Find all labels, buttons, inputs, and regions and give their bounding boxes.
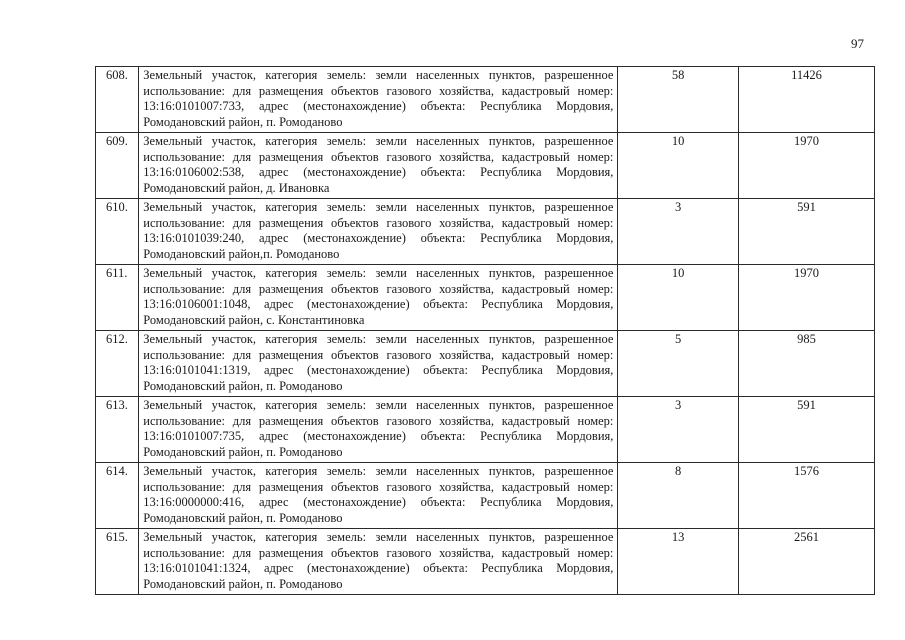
table-row: [96, 67, 875, 133]
table-row: [96, 529, 875, 595]
table-row: [96, 331, 875, 397]
row-amount: 1576: [738, 463, 874, 529]
row-quantity: 10: [618, 265, 739, 331]
row-number: 615.: [96, 529, 139, 595]
row-quantity: 8: [618, 463, 739, 529]
row-quantity: 5: [618, 331, 739, 397]
row-quantity: 58: [618, 67, 739, 133]
row-amount: 11426: [738, 67, 874, 133]
row-quantity: 13: [618, 529, 739, 595]
table-row: [96, 397, 875, 463]
row-quantity: 3: [618, 199, 739, 265]
row-amount: 591: [738, 199, 874, 265]
row-number: 614.: [96, 463, 139, 529]
row-description: Земельный участок, категория земель: земли населенных пунктов, разрешенное использование: для размещения объектов газового хозяйства, кадастровый номер: 13:16:0106001:1048, адрес (местонахождение) объекта: Республика Мордовия, Ромодановский район, с. Константиновка: [139, 265, 618, 331]
page-number: 97: [851, 36, 864, 51]
row-amount: 2561: [738, 529, 874, 595]
row-number: 612.: [96, 331, 139, 397]
row-number: 610.: [96, 199, 139, 265]
property-table: [95, 66, 875, 595]
row-description: Земельный участок, категория земель: земли населенных пунктов, разрешенное использование: для размещения объектов газового хозяйства, кадастровый номер: 13:16:0101007:735, адрес (местонахождение) объекта: Республика Мордовия, Ромодановский район, п. Ромоданово: [139, 397, 618, 463]
row-quantity: 3: [618, 397, 739, 463]
row-description: Земельный участок, категория земель: земли населенных пунктов, разрешенное использование: для размещения объектов газового хозяйства, кадастровый номер: 13:16:0106002:538, адрес (местонахождение) объекта: Республика Мордовия, Ромодановский район, д. Ивановка: [139, 133, 618, 199]
table-row: [96, 463, 875, 529]
table-row: [96, 199, 875, 265]
row-quantity: 10: [618, 133, 739, 199]
table-row: [96, 133, 875, 199]
row-amount: 1970: [738, 133, 874, 199]
row-amount: 591: [738, 397, 874, 463]
row-amount: 1970: [738, 265, 874, 331]
row-number: 608.: [96, 67, 139, 133]
row-description: Земельный участок, категория земель: земли населенных пунктов, разрешенное использование: для размещения объектов газового хозяйства, кадастровый номер: 13:16:0101007:733, адрес (местонахождение) объекта: Республика Мордовия, Ромодановский район, п. Ромоданово: [139, 67, 618, 133]
row-description: Земельный участок, категория земель: земли населенных пунктов, разрешенное использование: для размещения объектов газового хозяйства, кадастровый номер: 13:16:0101039:240, адрес (местонахождение) объекта: Республика Мордовия, Ромодановский район,п. Ромоданово: [139, 199, 618, 265]
row-number: 613.: [96, 397, 139, 463]
table-row: [96, 265, 875, 331]
row-description: Земельный участок, категория земель: земли населенных пунктов, разрешенное использование: для размещения объектов газового хозяйства, кадастровый номер: 13:16:0101041:1324, адрес (местонахождение) объекта: Республика Мордовия, Ромодановский район, п. Ромоданово: [139, 529, 618, 595]
row-amount: 985: [738, 331, 874, 397]
row-description: Земельный участок, категория земель: земли населенных пунктов, разрешенное использование: для размещения объектов газового хозяйства, кадастровый номер: 13:16:0101041:1319, адрес (местонахождение) объекта: Республика Мордовия, Ромодановский район, п. Ромоданово: [139, 331, 618, 397]
row-number: 611.: [96, 265, 139, 331]
row-number: 609.: [96, 133, 139, 199]
row-description: Земельный участок, категория земель: земли населенных пунктов, разрешенное использование: для размещения объектов газового хозяйства, кадастровый номер: 13:16:0000000:416, адрес (местонахождение) объекта: Республика Мордовия, Ромодановский район, п. Ромоданово: [139, 463, 618, 529]
